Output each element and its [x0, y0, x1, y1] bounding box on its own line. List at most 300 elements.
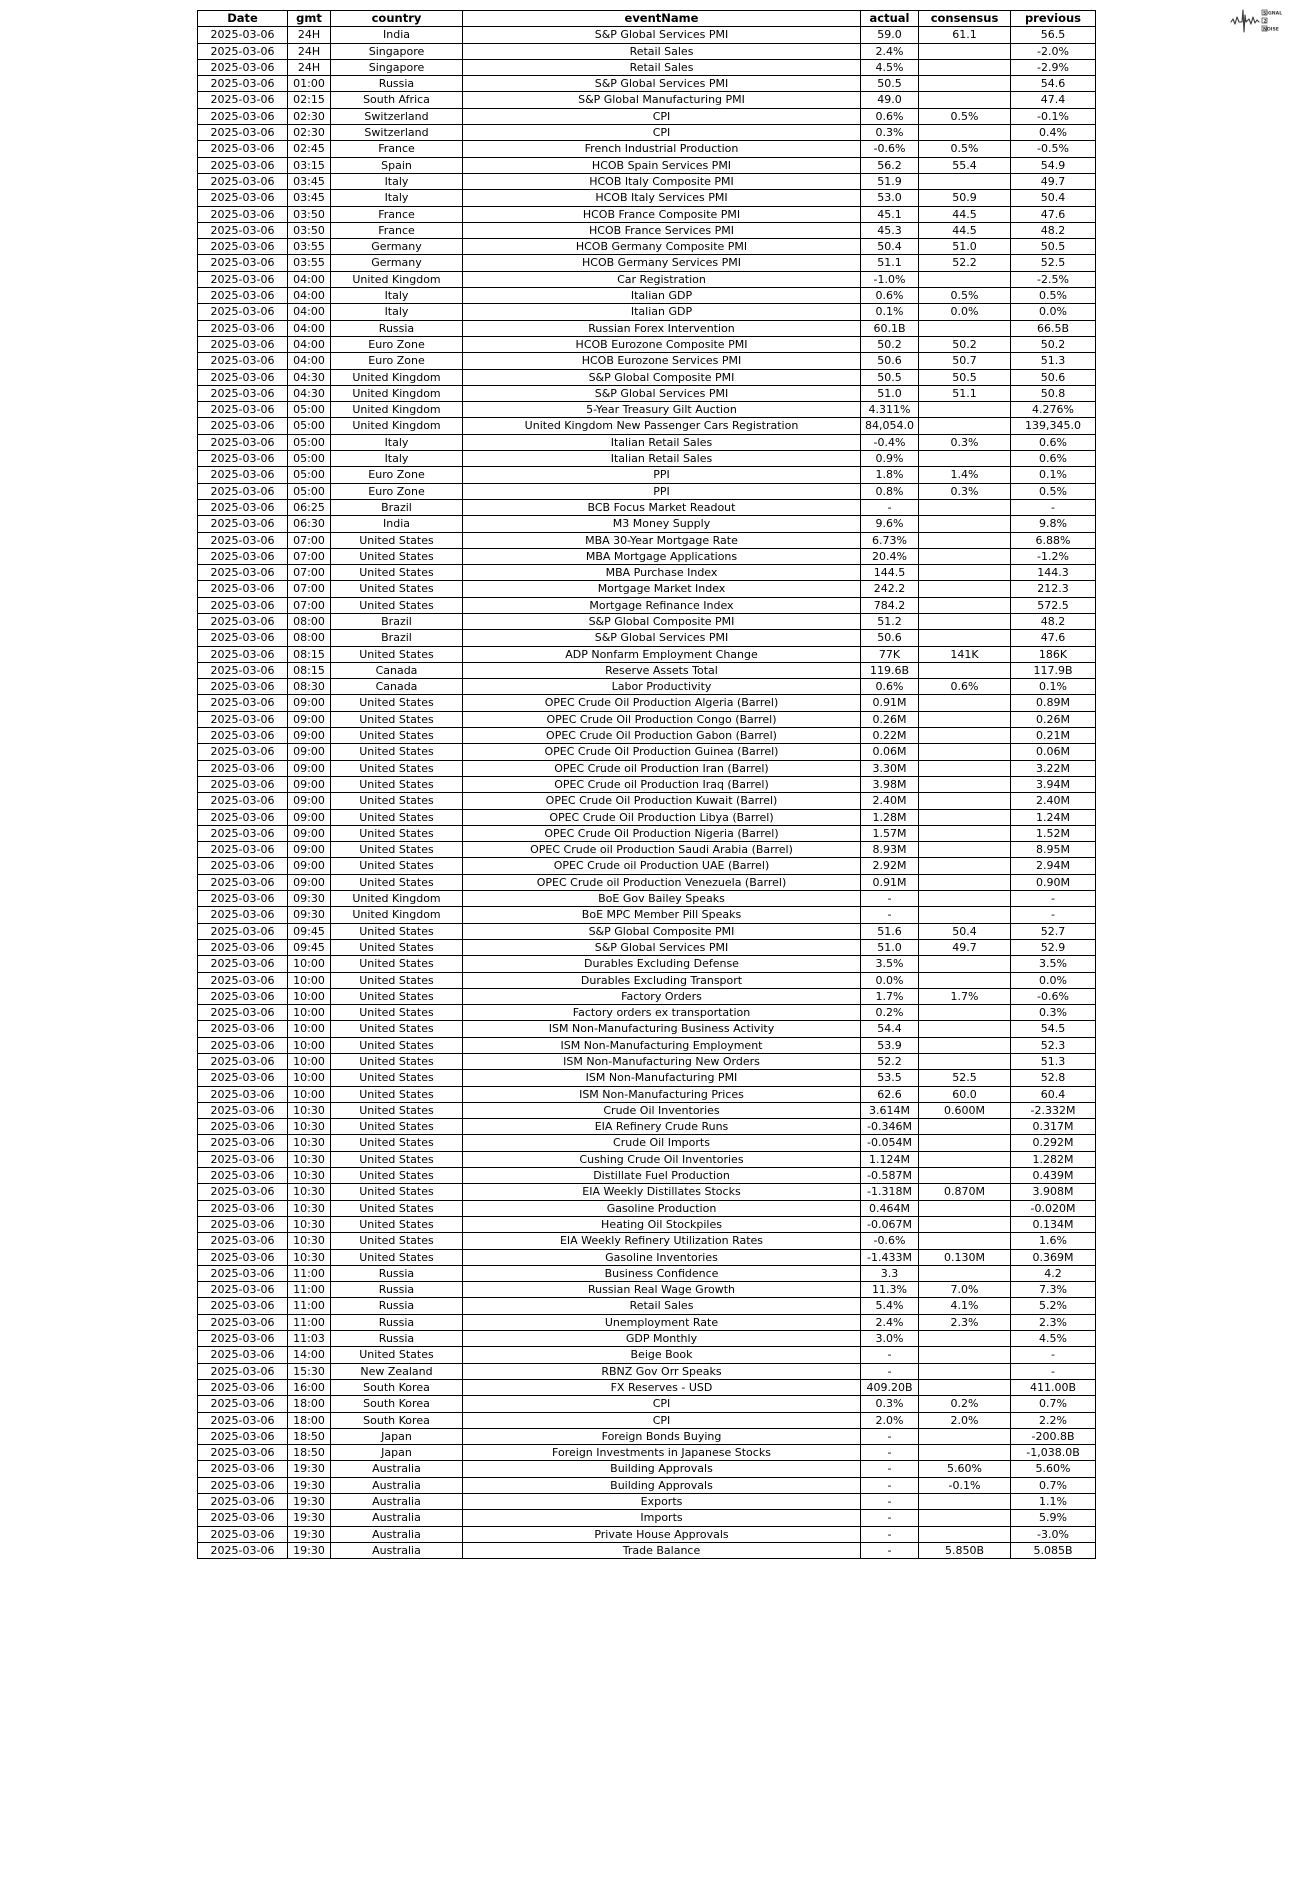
cell-gmt: 08:15 — [288, 646, 331, 662]
cell-previous: 0.292M — [1011, 1135, 1096, 1151]
cell-consensus — [919, 1021, 1011, 1037]
cell-date: 2025-03-06 — [198, 825, 288, 841]
cell-gmt: 09:00 — [288, 760, 331, 776]
cell-previous: - — [1011, 1363, 1096, 1379]
cell-eventname: OPEC Crude Oil Production Gabon (Barrel) — [463, 728, 861, 744]
table-row — [198, 483, 1096, 499]
cell-consensus — [919, 842, 1011, 858]
cell-date: 2025-03-06 — [198, 597, 288, 613]
table-row — [198, 630, 1096, 646]
cell-eventname: Factory orders ex transportation — [463, 1005, 861, 1021]
cell-actual: -0.346M — [861, 1119, 919, 1135]
table-row — [198, 1542, 1096, 1558]
cell-actual: 1.8% — [861, 467, 919, 483]
cell-date: 2025-03-06 — [198, 548, 288, 564]
table-row — [198, 402, 1096, 418]
cell-previous: 117.9B — [1011, 662, 1096, 678]
cell-consensus — [919, 402, 1011, 418]
cell-date: 2025-03-06 — [198, 255, 288, 271]
cell-date: 2025-03-06 — [198, 434, 288, 450]
cell-previous: 3.94M — [1011, 776, 1096, 792]
cell-previous: 5.085B — [1011, 1542, 1096, 1558]
cell-country: United States — [331, 972, 463, 988]
table-row — [198, 679, 1096, 695]
cell-country: Singapore — [331, 59, 463, 75]
cell-date: 2025-03-06 — [198, 320, 288, 336]
cell-gmt: 09:00 — [288, 825, 331, 841]
cell-eventname: OPEC Crude oil Production Saudi Arabia (Barrel) — [463, 842, 861, 858]
cell-eventname: Crude Oil Imports — [463, 1135, 861, 1151]
cell-date: 2025-03-06 — [198, 581, 288, 597]
cell-eventname: FX Reserves - USD — [463, 1379, 861, 1395]
cell-country: Euro Zone — [331, 336, 463, 352]
cell-gmt: 10:00 — [288, 988, 331, 1004]
cell-country: United Kingdom — [331, 402, 463, 418]
cell-gmt: 05:00 — [288, 467, 331, 483]
cell-gmt: 05:00 — [288, 434, 331, 450]
cell-country: United States — [331, 923, 463, 939]
cell-gmt: 10:30 — [288, 1119, 331, 1135]
cell-previous: 0.134M — [1011, 1216, 1096, 1232]
cell-eventname: S&P Global Services PMI — [463, 385, 861, 401]
cell-country: United States — [331, 728, 463, 744]
cell-date: 2025-03-06 — [198, 532, 288, 548]
cell-consensus: 50.2 — [919, 336, 1011, 352]
cell-actual: 3.614M — [861, 1102, 919, 1118]
cell-gmt: 10:30 — [288, 1135, 331, 1151]
cell-country: Brazil — [331, 499, 463, 515]
cell-eventname: OPEC Crude Oil Production Congo (Barrel) — [463, 711, 861, 727]
table-row — [198, 1005, 1096, 1021]
cell-actual: 51.1 — [861, 255, 919, 271]
cell-consensus — [919, 1526, 1011, 1542]
table-row — [198, 206, 1096, 222]
cell-consensus: 44.5 — [919, 222, 1011, 238]
cell-actual: 53.0 — [861, 190, 919, 206]
cell-country: Russia — [331, 1314, 463, 1330]
cell-previous: 9.8% — [1011, 516, 1096, 532]
table-row — [198, 1526, 1096, 1542]
cell-date: 2025-03-06 — [198, 1102, 288, 1118]
cell-country: Russia — [331, 76, 463, 92]
cell-previous: 3.908M — [1011, 1184, 1096, 1200]
cell-date: 2025-03-06 — [198, 1461, 288, 1477]
cell-consensus: 141K — [919, 646, 1011, 662]
cell-previous: 4.5% — [1011, 1331, 1096, 1347]
cell-consensus — [919, 565, 1011, 581]
cell-actual: 144.5 — [861, 565, 919, 581]
cell-consensus: 52.5 — [919, 1070, 1011, 1086]
table-row — [198, 695, 1096, 711]
cell-country: United States — [331, 1216, 463, 1232]
cell-country: South Africa — [331, 92, 463, 108]
cell-country: Australia — [331, 1510, 463, 1526]
table-row — [198, 1510, 1096, 1526]
cell-previous: 0.5% — [1011, 288, 1096, 304]
table-row — [198, 874, 1096, 890]
table-row — [198, 728, 1096, 744]
cell-eventname: Russian Forex Intervention — [463, 320, 861, 336]
cell-country: United States — [331, 1168, 463, 1184]
cell-actual: 60.1B — [861, 320, 919, 336]
cell-date: 2025-03-06 — [198, 1119, 288, 1135]
column-header-consensus: consensus — [919, 11, 1011, 27]
cell-actual: 119.6B — [861, 662, 919, 678]
cell-country: United States — [331, 825, 463, 841]
cell-actual: 3.30M — [861, 760, 919, 776]
cell-date: 2025-03-06 — [198, 874, 288, 890]
cell-eventname: HCOB Germany Services PMI — [463, 255, 861, 271]
cell-date: 2025-03-06 — [198, 271, 288, 287]
cell-date: 2025-03-06 — [198, 418, 288, 434]
cell-date: 2025-03-06 — [198, 1282, 288, 1298]
cell-date: 2025-03-06 — [198, 1477, 288, 1493]
cell-consensus: 5.850B — [919, 1542, 1011, 1558]
cell-actual: 0.2% — [861, 1005, 919, 1021]
cell-previous: 0.317M — [1011, 1119, 1096, 1135]
cell-date: 2025-03-06 — [198, 1445, 288, 1461]
cell-date: 2025-03-06 — [198, 1510, 288, 1526]
cell-date: 2025-03-06 — [198, 1037, 288, 1053]
table-row — [198, 125, 1096, 141]
cell-gmt: 09:45 — [288, 939, 331, 955]
cell-actual: -0.067M — [861, 1216, 919, 1232]
cell-consensus — [919, 728, 1011, 744]
cell-previous: -0.020M — [1011, 1200, 1096, 1216]
cell-country: United States — [331, 1005, 463, 1021]
cell-date: 2025-03-06 — [198, 744, 288, 760]
table-row — [198, 1168, 1096, 1184]
cell-date: 2025-03-06 — [198, 222, 288, 238]
cell-date: 2025-03-06 — [198, 1428, 288, 1444]
cell-consensus — [919, 630, 1011, 646]
cell-date: 2025-03-06 — [198, 499, 288, 515]
cell-consensus — [919, 662, 1011, 678]
cell-eventname: OPEC Crude Oil Production Nigeria (Barrel) — [463, 825, 861, 841]
cell-country: United States — [331, 1054, 463, 1070]
table-row — [198, 304, 1096, 320]
cell-actual: 2.92M — [861, 858, 919, 874]
cell-country: New Zealand — [331, 1363, 463, 1379]
cell-actual: 0.6% — [861, 288, 919, 304]
table-row — [198, 190, 1096, 206]
cell-actual: 3.3 — [861, 1265, 919, 1281]
cell-gmt: 06:30 — [288, 516, 331, 532]
cell-previous: 0.7% — [1011, 1396, 1096, 1412]
cell-eventname: GDP Monthly — [463, 1331, 861, 1347]
cell-previous: 47.4 — [1011, 92, 1096, 108]
cell-actual: - — [861, 907, 919, 923]
column-header-gmt: gmt — [288, 11, 331, 27]
cell-gmt: 10:00 — [288, 1054, 331, 1070]
cell-country: United States — [331, 1119, 463, 1135]
cell-consensus — [919, 1054, 1011, 1070]
cell-date: 2025-03-06 — [198, 141, 288, 157]
cell-consensus — [919, 874, 1011, 890]
cell-date: 2025-03-06 — [198, 630, 288, 646]
table-row — [198, 76, 1096, 92]
cell-country: United States — [331, 842, 463, 858]
cell-previous: 3.5% — [1011, 956, 1096, 972]
cell-consensus — [919, 1200, 1011, 1216]
cell-date: 2025-03-06 — [198, 467, 288, 483]
cell-eventname: S&P Global Services PMI — [463, 76, 861, 92]
cell-previous: 186K — [1011, 646, 1096, 662]
cell-country: United States — [331, 1249, 463, 1265]
cell-consensus — [919, 59, 1011, 75]
cell-eventname: ISM Non-Manufacturing New Orders — [463, 1054, 861, 1070]
cell-consensus — [919, 744, 1011, 760]
cell-previous: - — [1011, 907, 1096, 923]
cell-previous: 50.4 — [1011, 190, 1096, 206]
cell-consensus — [919, 776, 1011, 792]
cell-eventname: Italian GDP — [463, 288, 861, 304]
cell-consensus — [919, 516, 1011, 532]
cell-gmt: 09:00 — [288, 858, 331, 874]
cell-previous: 5.2% — [1011, 1298, 1096, 1314]
cell-actual: 1.124M — [861, 1151, 919, 1167]
cell-country: Russia — [331, 1265, 463, 1281]
cell-eventname: Business Confidence — [463, 1265, 861, 1281]
cell-actual: 50.5 — [861, 369, 919, 385]
cell-consensus: 1.4% — [919, 467, 1011, 483]
table-row — [198, 43, 1096, 59]
cell-date: 2025-03-06 — [198, 1200, 288, 1216]
cell-consensus — [919, 1331, 1011, 1347]
table-row — [198, 92, 1096, 108]
cell-consensus: 0.5% — [919, 141, 1011, 157]
cell-date: 2025-03-06 — [198, 1542, 288, 1558]
table-row — [198, 239, 1096, 255]
table-row — [198, 59, 1096, 75]
cell-date: 2025-03-06 — [198, 1363, 288, 1379]
cell-date: 2025-03-06 — [198, 402, 288, 418]
cell-date: 2025-03-06 — [198, 646, 288, 662]
cell-previous: 56.5 — [1011, 27, 1096, 43]
cell-actual: 20.4% — [861, 548, 919, 564]
cell-gmt: 04:00 — [288, 336, 331, 352]
cell-date: 2025-03-06 — [198, 1347, 288, 1363]
cell-previous: 50.2 — [1011, 336, 1096, 352]
cell-country: United States — [331, 695, 463, 711]
cell-country: United States — [331, 1233, 463, 1249]
cell-eventname: Retail Sales — [463, 43, 861, 59]
cell-country: United States — [331, 760, 463, 776]
cell-previous: 52.8 — [1011, 1070, 1096, 1086]
cell-consensus — [919, 581, 1011, 597]
cell-gmt: 10:30 — [288, 1102, 331, 1118]
cell-consensus: 7.0% — [919, 1282, 1011, 1298]
cell-gmt: 24H — [288, 43, 331, 59]
cell-date: 2025-03-06 — [198, 1412, 288, 1428]
cell-consensus — [919, 173, 1011, 189]
cell-eventname: M3 Money Supply — [463, 516, 861, 532]
cell-eventname: EIA Refinery Crude Runs — [463, 1119, 861, 1135]
cell-consensus: 50.4 — [919, 923, 1011, 939]
cell-date: 2025-03-06 — [198, 662, 288, 678]
cell-country: United Kingdom — [331, 271, 463, 287]
cell-eventname: Imports — [463, 1510, 861, 1526]
cell-date: 2025-03-06 — [198, 728, 288, 744]
cell-actual: 0.3% — [861, 1396, 919, 1412]
cell-actual: 49.0 — [861, 92, 919, 108]
cell-actual: 53.5 — [861, 1070, 919, 1086]
cell-gmt: 09:45 — [288, 923, 331, 939]
cell-gmt: 09:00 — [288, 695, 331, 711]
cell-gmt: 08:15 — [288, 662, 331, 678]
cell-date: 2025-03-06 — [198, 842, 288, 858]
cell-country: United States — [331, 565, 463, 581]
cell-previous: 7.3% — [1011, 1282, 1096, 1298]
cell-previous: 49.7 — [1011, 173, 1096, 189]
table-row — [198, 1282, 1096, 1298]
cell-eventname: Foreign Investments in Japanese Stocks — [463, 1445, 861, 1461]
cell-consensus: 51.0 — [919, 239, 1011, 255]
cell-gmt: 03:45 — [288, 173, 331, 189]
cell-actual: -0.6% — [861, 141, 919, 157]
table-row — [198, 1021, 1096, 1037]
cell-actual: -1.318M — [861, 1184, 919, 1200]
table-row — [198, 288, 1096, 304]
cell-actual: 1.28M — [861, 809, 919, 825]
cell-eventname: Italian Retail Sales — [463, 451, 861, 467]
column-header-eventname: eventName — [463, 11, 861, 27]
cell-previous: 1.1% — [1011, 1494, 1096, 1510]
cell-actual: -0.587M — [861, 1168, 919, 1184]
table-row — [198, 613, 1096, 629]
cell-gmt: 24H — [288, 27, 331, 43]
cell-country: South Korea — [331, 1379, 463, 1395]
cell-consensus — [919, 92, 1011, 108]
cell-actual: 0.0% — [861, 972, 919, 988]
cell-consensus — [919, 1037, 1011, 1053]
cell-date: 2025-03-06 — [198, 613, 288, 629]
cell-eventname: HCOB Italy Services PMI — [463, 190, 861, 206]
cell-country: United States — [331, 988, 463, 1004]
table-row — [198, 108, 1096, 124]
table-row — [198, 1184, 1096, 1200]
table-row — [198, 825, 1096, 841]
cell-country: Italy — [331, 434, 463, 450]
table-row — [198, 923, 1096, 939]
cell-eventname: HCOB Italy Composite PMI — [463, 173, 861, 189]
cell-previous: 3.22M — [1011, 760, 1096, 776]
cell-gmt: 09:00 — [288, 776, 331, 792]
logo-line-signal: SIGNAL — [1263, 11, 1283, 17]
cell-actual: 0.464M — [861, 1200, 919, 1216]
cell-eventname: BoE Gov Bailey Speaks — [463, 891, 861, 907]
table-row — [198, 565, 1096, 581]
cell-actual: 0.91M — [861, 874, 919, 890]
cell-previous: 212.3 — [1011, 581, 1096, 597]
cell-date: 2025-03-06 — [198, 108, 288, 124]
cell-eventname: 5-Year Treasury Gilt Auction — [463, 402, 861, 418]
table-row — [198, 1412, 1096, 1428]
table-row — [198, 271, 1096, 287]
cell-date: 2025-03-06 — [198, 1070, 288, 1086]
cell-date: 2025-03-06 — [198, 336, 288, 352]
table-row — [198, 353, 1096, 369]
cell-consensus — [919, 76, 1011, 92]
cell-actual: 2.4% — [861, 43, 919, 59]
cell-country: United States — [331, 956, 463, 972]
logo-line-2: 2 — [1263, 19, 1267, 25]
cell-actual: 2.4% — [861, 1314, 919, 1330]
cell-actual: 3.0% — [861, 1331, 919, 1347]
cell-date: 2025-03-06 — [198, 1249, 288, 1265]
cell-previous: 52.7 — [1011, 923, 1096, 939]
cell-eventname: HCOB Germany Composite PMI — [463, 239, 861, 255]
cell-consensus — [919, 793, 1011, 809]
cell-actual: 59.0 — [861, 27, 919, 43]
table-row — [198, 1216, 1096, 1232]
cell-actual: 53.9 — [861, 1037, 919, 1053]
table-row — [198, 516, 1096, 532]
cell-consensus — [919, 972, 1011, 988]
cell-consensus: 1.7% — [919, 988, 1011, 1004]
table-row — [198, 1200, 1096, 1216]
cell-date: 2025-03-06 — [198, 1526, 288, 1542]
cell-previous: 0.4% — [1011, 125, 1096, 141]
table-row — [198, 548, 1096, 564]
cell-previous: -2.9% — [1011, 59, 1096, 75]
cell-date: 2025-03-06 — [198, 1233, 288, 1249]
cell-consensus: 0.5% — [919, 108, 1011, 124]
cell-actual: 0.91M — [861, 695, 919, 711]
cell-date: 2025-03-06 — [198, 923, 288, 939]
cell-actual: - — [861, 499, 919, 515]
cell-consensus — [919, 1233, 1011, 1249]
cell-previous: 0.5% — [1011, 483, 1096, 499]
cell-country: United States — [331, 1135, 463, 1151]
cell-country: United Kingdom — [331, 907, 463, 923]
cell-country: United States — [331, 809, 463, 825]
cell-eventname: Retail Sales — [463, 1298, 861, 1314]
cell-country: United States — [331, 1200, 463, 1216]
cell-actual: - — [861, 1510, 919, 1526]
table-row — [198, 418, 1096, 434]
cell-gmt: 11:00 — [288, 1298, 331, 1314]
cell-actual: 2.40M — [861, 793, 919, 809]
cell-gmt: 18:50 — [288, 1428, 331, 1444]
cell-eventname: United Kingdom New Passenger Cars Registration — [463, 418, 861, 434]
cell-consensus — [919, 809, 1011, 825]
cell-consensus — [919, 760, 1011, 776]
cell-country: United States — [331, 1151, 463, 1167]
cell-actual: 784.2 — [861, 597, 919, 613]
cell-gmt: 08:00 — [288, 630, 331, 646]
cell-country: United Kingdom — [331, 891, 463, 907]
cell-eventname: Retail Sales — [463, 59, 861, 75]
cell-previous: 54.9 — [1011, 157, 1096, 173]
cell-country: Italy — [331, 304, 463, 320]
cell-gmt: 03:55 — [288, 255, 331, 271]
cell-previous: 52.5 — [1011, 255, 1096, 271]
cell-date: 2025-03-06 — [198, 125, 288, 141]
cell-eventname: RBNZ Gov Orr Speaks — [463, 1363, 861, 1379]
cell-gmt: 04:00 — [288, 271, 331, 287]
cell-country: United States — [331, 1086, 463, 1102]
table-row — [198, 255, 1096, 271]
cell-eventname: S&P Global Composite PMI — [463, 369, 861, 385]
column-header-date: Date — [198, 11, 288, 27]
cell-consensus — [919, 320, 1011, 336]
cell-actual: 0.1% — [861, 304, 919, 320]
cell-previous: 52.3 — [1011, 1037, 1096, 1053]
cell-date: 2025-03-06 — [198, 809, 288, 825]
cell-consensus: 0.5% — [919, 288, 1011, 304]
cell-consensus — [919, 1216, 1011, 1232]
